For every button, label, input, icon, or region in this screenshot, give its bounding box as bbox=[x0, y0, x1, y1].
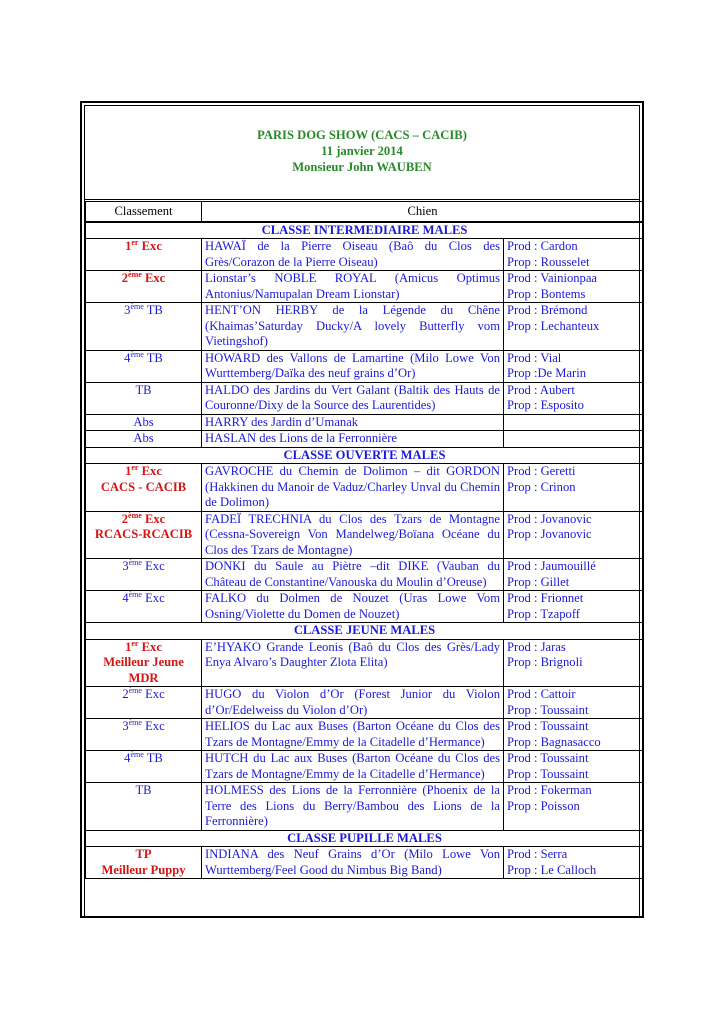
rank-ordinal: ème bbox=[128, 686, 142, 695]
rank-ordinal: ème bbox=[130, 302, 144, 311]
rank-label: Abs bbox=[133, 414, 154, 429]
dog-cell: GAVROCHE du Chemin de Dolimon – dit GORDON (Hakkinen du Manoir de Vaduz/Charley Unval du Chemin de Dolimon) bbox=[202, 464, 504, 512]
rank-label: TB bbox=[135, 382, 152, 397]
result-row bbox=[86, 382, 644, 414]
breeder-owner-cell bbox=[504, 511, 644, 559]
show-header bbox=[85, 106, 639, 200]
result-row bbox=[86, 239, 644, 271]
breeder-owner-line: Prod : Vial bbox=[507, 350, 562, 365]
dog-cell: HELIOS du Lac aux Buses (Barton Océane du Clos des Tzars de Montagne/Emmy de la Citadelle d’Hermance) bbox=[202, 719, 504, 751]
dog-cell: HUGO du Violon d’Or (Forest Junior du Violon d’Or/Edelweiss du Violon d’Or) bbox=[202, 687, 504, 719]
class-header-row bbox=[86, 447, 644, 464]
rank-ordinal: ème bbox=[128, 718, 142, 727]
breeder-owner-line: Prop : Esposito bbox=[507, 398, 584, 412]
result-row bbox=[86, 511, 644, 559]
breeder-owner-cell bbox=[504, 271, 644, 303]
class-header-row bbox=[86, 623, 644, 640]
dog-cell: Lionstar’s NOBLE ROYAL (Amicus Optimus Antonius/Namupalan Dream Lionstar) bbox=[202, 271, 504, 303]
breeder-owner-line: Prod : Cardon bbox=[507, 239, 578, 253]
breeder-owner-cell bbox=[504, 464, 644, 512]
dog-cell: HOWARD des Vallons de Lamartine (Milo Lowe Von Wurttemberg/Daïka des neuf grains d’Or) bbox=[202, 350, 504, 382]
rank-label: 4ème Exc bbox=[122, 590, 165, 605]
breeder-owner-cell bbox=[504, 303, 644, 351]
rank-label: TB bbox=[135, 783, 152, 797]
rank-label: 1er Exc bbox=[125, 463, 162, 478]
show-date: 11 janvier 2014 bbox=[321, 144, 403, 158]
show-title: PARIS DOG SHOW (CACS – CACIB) bbox=[257, 128, 467, 142]
breeder-owner-line: Prod : Cattoir bbox=[507, 687, 576, 701]
result-row bbox=[86, 414, 644, 431]
rank-label: 4ème TB bbox=[124, 750, 163, 765]
breeder-owner-line: Prop : Jovanovic bbox=[507, 527, 592, 541]
breeder-owner-line: Prop : Toussaint bbox=[507, 766, 589, 781]
breeder-owner-line: Prop : Lechanteux bbox=[507, 318, 600, 333]
rank-label: 1er Exc bbox=[125, 238, 162, 253]
rank-label: 2ème Exc bbox=[122, 686, 165, 701]
breeder-owner-line: Prop :De Marin bbox=[507, 366, 587, 380]
rank-cell bbox=[86, 350, 202, 382]
class-title: CLASSE PUPILLE MALES bbox=[86, 830, 644, 847]
rank-cell bbox=[86, 464, 202, 512]
award-label: RCACS-RCACIB bbox=[94, 527, 193, 541]
breeder-owner-line: Prop : Tzapoff bbox=[507, 606, 580, 621]
rank-ordinal: er bbox=[131, 463, 139, 472]
rank-cell bbox=[86, 783, 202, 831]
dog-cell: FADEÏ TRECHNIA du Clos des Tzars de Montagne (Cessna-Sovereign Von Mandelweg/Boïana Océane du Clos des Tzars de Montagne) bbox=[202, 511, 504, 559]
breeder-owner-line: Prop : Toussaint bbox=[507, 702, 589, 717]
result-row bbox=[86, 559, 644, 591]
breeder-owner-line: Prod : Brémond bbox=[507, 303, 588, 317]
rank-label: 1er Exc bbox=[125, 638, 162, 654]
dog-cell: HAWAÏ de la Pierre Oiseau (Baô du Clos des Grès/Corazon de la Pierre Oiseau) bbox=[202, 239, 504, 271]
class-header-row bbox=[86, 222, 644, 239]
breeder-owner-cell bbox=[504, 414, 644, 431]
rank-cell bbox=[86, 239, 202, 271]
breeder-owner-line: Prod : Geretti bbox=[507, 464, 576, 478]
dog-cell: HUTCH du Lac aux Buses (Barton Océane du Clos des Tzars de Montagne/Emmy de la Citadelle d’Hermance) bbox=[202, 751, 504, 783]
result-row bbox=[86, 639, 644, 687]
column-header-chien: Chien bbox=[202, 202, 644, 222]
breeder-owner-cell bbox=[504, 431, 644, 448]
dog-cell: E’HYAKO Grande Leonis (Baô du Clos des Grès/Lady Enya Alvaro’s Daughter Zlota Elita) bbox=[202, 639, 504, 687]
result-row bbox=[86, 687, 644, 719]
breeder-owner-line: Prod : Jovanovic bbox=[507, 511, 592, 526]
breeder-owner-cell bbox=[504, 239, 644, 271]
class-title: CLASSE OUVERTE MALES bbox=[86, 447, 644, 464]
breeder-owner-cell bbox=[504, 719, 644, 751]
breeder-owner-cell bbox=[504, 591, 644, 623]
breeder-owner-line: Prop : Bontems bbox=[507, 286, 586, 301]
rank-label: Abs bbox=[133, 431, 154, 445]
breeder-owner-cell bbox=[504, 687, 644, 719]
rank-ordinal: er bbox=[131, 238, 139, 247]
rank-cell bbox=[86, 591, 202, 623]
rank-cell bbox=[86, 639, 202, 687]
breeder-owner-line: Prod : Toussaint bbox=[507, 719, 589, 733]
breeder-owner-line: Prop : Crinon bbox=[507, 479, 576, 494]
rank-cell bbox=[86, 847, 202, 879]
rank-label: 3ème Exc bbox=[122, 558, 165, 573]
rank-label: 3ème Exc bbox=[122, 718, 165, 733]
result-row bbox=[86, 751, 644, 783]
breeder-owner-cell bbox=[504, 350, 644, 382]
result-row bbox=[86, 350, 644, 382]
result-row bbox=[86, 591, 644, 623]
breeder-owner-cell bbox=[504, 847, 644, 879]
breeder-owner-cell bbox=[504, 382, 644, 414]
breeder-owner-cell bbox=[504, 751, 644, 783]
dog-cell: FALKO du Dolmen de Nouzet (Uras Lowe Vom Osning/Violette du Domen de Nouzet) bbox=[202, 591, 504, 623]
rank-label: TP bbox=[135, 847, 152, 861]
rank-cell bbox=[86, 751, 202, 783]
judge-name: Monsieur John WAUBEN bbox=[292, 160, 432, 174]
breeder-owner-line: Prod : Serra bbox=[507, 847, 568, 861]
rank-ordinal: ème bbox=[130, 750, 144, 759]
dog-cell: HARRY des Jardin d’Umanak bbox=[202, 414, 504, 431]
breeder-owner-line: Prop : Rousselet bbox=[507, 254, 590, 269]
result-row bbox=[86, 783, 644, 831]
breeder-owner-line: Prod : Jaumouillé bbox=[507, 559, 596, 573]
result-row bbox=[86, 464, 644, 512]
breeder-owner-cell bbox=[504, 639, 644, 687]
breeder-owner-cell bbox=[504, 783, 644, 831]
column-header-row bbox=[86, 202, 644, 222]
award-label: CACS - CACIB bbox=[100, 479, 187, 494]
rank-ordinal: ème bbox=[128, 270, 142, 279]
rank-cell bbox=[86, 382, 202, 414]
rank-cell bbox=[86, 511, 202, 559]
award-label: Meilleur Puppy bbox=[101, 862, 186, 877]
results-table bbox=[85, 201, 644, 879]
document-frame bbox=[80, 101, 644, 918]
breeder-owner-line: Prod : Frionnet bbox=[507, 591, 584, 605]
rank-cell bbox=[86, 414, 202, 431]
result-row bbox=[86, 271, 644, 303]
breeder-owner-line: Prod : Toussaint bbox=[507, 751, 589, 765]
breeder-owner-line: Prod : Jaras bbox=[507, 639, 566, 654]
column-header-classement: Classement bbox=[86, 202, 202, 222]
dog-cell: DONKI du Saule au Piètre –dit DIKE (Vauban du Château de Constantine/Vanouska du Moulin d’Oreuse) bbox=[202, 559, 504, 591]
class-title: CLASSE INTERMEDIAIRE MALES bbox=[86, 222, 644, 239]
rank-cell bbox=[86, 303, 202, 351]
breeder-owner-line: Prod : Vainionpaa bbox=[507, 271, 598, 285]
class-title: CLASSE JEUNE MALES bbox=[86, 623, 644, 640]
document-inner-frame bbox=[84, 105, 640, 916]
rank-ordinal: ème bbox=[128, 510, 142, 520]
rank-cell bbox=[86, 687, 202, 719]
breeder-owner-line: Prod : Aubert bbox=[507, 382, 575, 397]
result-row bbox=[86, 303, 644, 351]
rank-ordinal: ème bbox=[128, 590, 142, 599]
breeder-owner-line: Prod : Fokerman bbox=[507, 783, 592, 797]
rank-cell bbox=[86, 431, 202, 448]
breeder-owner-line: Prop : Bagnasacco bbox=[507, 734, 601, 749]
breeder-owner-line: Prop : Brignoli bbox=[507, 655, 583, 669]
rank-ordinal: ème bbox=[130, 349, 144, 359]
dog-cell: HASLAN des Lions de la Ferronnière bbox=[202, 431, 504, 448]
rank-cell bbox=[86, 559, 202, 591]
class-header-row bbox=[86, 830, 644, 847]
rank-label: 2ème Exc bbox=[121, 270, 166, 285]
rank-label: 3ème TB bbox=[124, 302, 163, 317]
rank-ordinal: ème bbox=[128, 558, 142, 567]
dog-cell: HENT’ON HERBY de la Légende du Chêne (Khaimas’Saturday Ducky/A lovely Butterfly vom Vietingshof) bbox=[202, 303, 504, 351]
rank-cell bbox=[86, 271, 202, 303]
rank-cell bbox=[86, 719, 202, 751]
breeder-owner-line: Prop : Gillet bbox=[507, 574, 570, 589]
result-row bbox=[86, 431, 644, 448]
dog-cell: INDIANA des Neuf Grains d’Or (Milo Lowe Von Wurttemberg/Feel Good du Nimbus Big Band) bbox=[202, 847, 504, 879]
dog-cell: HALDO des Jardins du Vert Galant (Baltik des Hauts de Couronne/Dixy de la Source des Laurentides) bbox=[202, 382, 504, 414]
rank-label: 4ème TB bbox=[124, 349, 163, 365]
breeder-owner-cell bbox=[504, 559, 644, 591]
result-row bbox=[86, 719, 644, 751]
breeder-owner-line: Prop : Le Calloch bbox=[507, 862, 597, 877]
award-label: MDR bbox=[128, 670, 159, 685]
breeder-owner-line: Prop : Poisson bbox=[507, 798, 580, 813]
award-label: Meilleur Jeune bbox=[103, 655, 184, 669]
rank-ordinal: er bbox=[131, 638, 139, 648]
result-row bbox=[86, 847, 644, 879]
dog-cell: HOLMESS des Lions de la Ferronnière (Phoenix de la Terre des Lions du Berry/Bambou des Lions de la Ferronnière) bbox=[202, 783, 504, 831]
rank-label: 2ème Exc bbox=[121, 510, 166, 526]
